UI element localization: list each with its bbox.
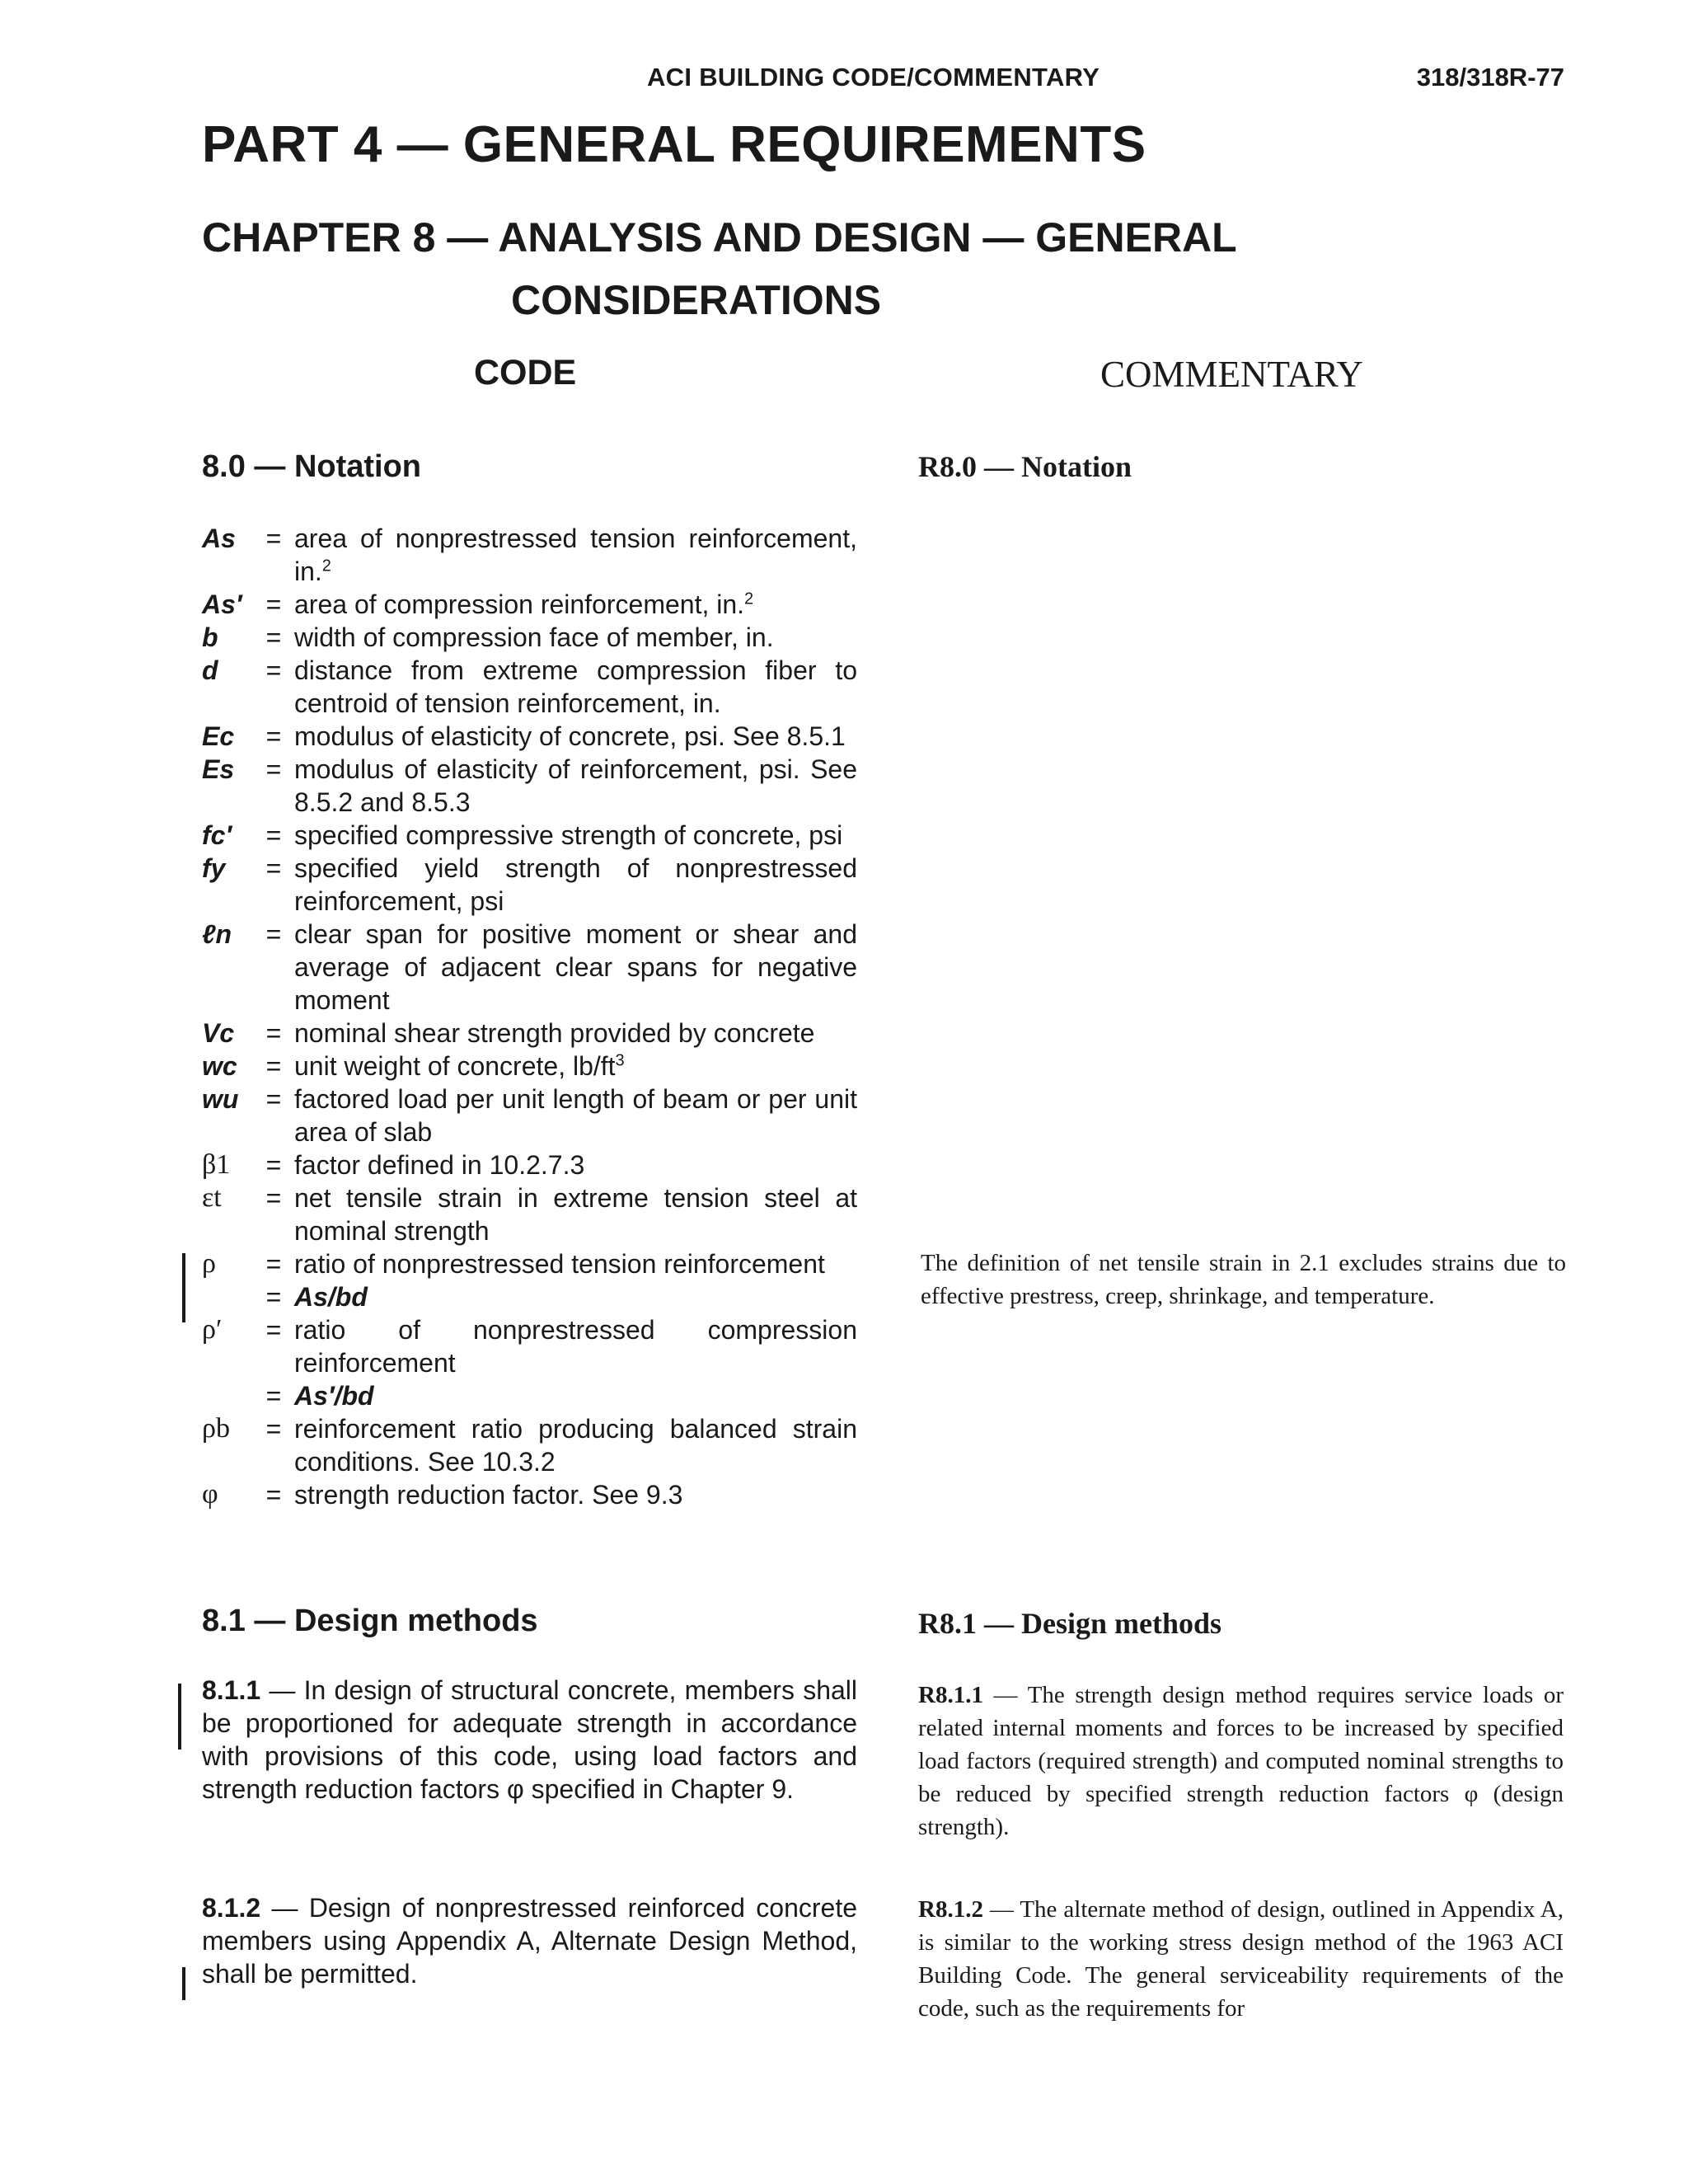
paragraph-text: — The alternate method of design, outlined in Appendix A, is similar to the working stress design method of the 1963 ACI Building Code. The general serviceability requirements of the code, such as the requirements for	[918, 1896, 1564, 2022]
notation-definition-text: area of nonprestressed tension reinforcement, in.	[294, 524, 857, 586]
notation-symbol: d	[202, 655, 218, 685]
notation-definition-text: width of compression face of member, in.	[294, 622, 774, 652]
notation-row	[202, 1379, 857, 1412]
notation-definition-text: reinforcement ratio producing balanced strain conditions. See 10.3.2	[294, 1414, 857, 1477]
notation-row	[202, 1280, 857, 1313]
notation-symbol	[202, 1280, 253, 1313]
notation-symbol: As	[202, 524, 236, 553]
notation-definition-text: unit weight of concrete, lb/ft	[294, 1051, 616, 1081]
commentary-column-heading: COMMENTARY	[1100, 354, 1363, 395]
notation-row	[202, 1313, 857, 1379]
notation-symbol: fc′	[202, 820, 232, 850]
notation-symbol: ρ	[202, 1248, 216, 1279]
notation-definition	[294, 1313, 857, 1379]
notation-equals: =	[265, 919, 282, 949]
notation-equals: =	[265, 1381, 282, 1411]
notation-equals: =	[265, 820, 282, 850]
notation-row	[202, 1050, 857, 1083]
paragraph-number: R8.1.2	[918, 1896, 983, 1923]
notation-row	[202, 1247, 857, 1280]
notation-symbol: φ	[202, 1479, 218, 1510]
notation-equals: =	[265, 1150, 282, 1180]
notation-row	[202, 819, 857, 852]
notation-row	[202, 1148, 857, 1181]
notation-symbol: ρb	[202, 1413, 230, 1444]
notation-equals: =	[265, 1315, 282, 1345]
notation-definition	[294, 522, 857, 588]
paragraph-text: — The strength design method requires service loads or related internal moments and forces to be increased by specified load factors (required strength) and computed nominal strengths to be reduced by specified strength reduction factors φ (design strength).	[918, 1682, 1564, 1840]
change-bar	[182, 1253, 185, 1322]
running-head: ACI BUILDING CODE/COMMENTARY	[647, 63, 1100, 92]
superscript: 3	[615, 1051, 625, 1070]
change-bar	[182, 1967, 185, 2000]
notation-definition	[294, 1181, 857, 1247]
notation-commentary-text: The definition of net tensile strain in 2.1 excludes strains due to effective prestress, creep, shrinkage, and temperature.	[921, 1250, 1566, 1309]
notation-symbol: wc	[202, 1051, 237, 1081]
notation-equals: =	[265, 622, 282, 652]
notation-equals: =	[265, 589, 282, 619]
notation-definition-text: factor defined in 10.2.7.3	[294, 1150, 585, 1180]
notation-definition	[294, 1412, 857, 1478]
notation-commentary-heading: R8.0 — Notation	[918, 450, 1132, 483]
notation-equals: =	[265, 655, 282, 685]
notation-equals: =	[265, 1249, 282, 1279]
chapter-title-line1: CHAPTER 8 — ANALYSIS AND DESIGN — GENERAL	[202, 214, 1237, 261]
notation-equals: =	[265, 1414, 282, 1444]
design-methods-heading: 8.1 — Design methods	[202, 1604, 538, 1638]
notation-row	[202, 588, 857, 621]
notation-row	[202, 1181, 857, 1247]
notation-definition	[294, 852, 857, 918]
notation-definition-text: As/bd	[294, 1282, 368, 1312]
notation-row	[202, 720, 857, 753]
commentary-r8-1-2	[918, 1893, 1564, 2025]
notation-equals: =	[265, 1084, 282, 1114]
notation-symbol: wu	[202, 1084, 239, 1114]
notation-heading: 8.0 — Notation	[202, 449, 422, 484]
notation-definition-text: modulus of elasticity of reinforcement, psi. See 8.5.2 and 8.5.3	[294, 754, 857, 817]
notation-symbol: εt	[202, 1182, 222, 1213]
notation-symbol: β1	[202, 1149, 231, 1180]
notation-equals: =	[265, 1282, 282, 1312]
notation-definition	[294, 1148, 857, 1181]
notation-definition	[294, 588, 857, 621]
notation-symbol: b	[202, 622, 218, 652]
notation-equals: =	[265, 1480, 282, 1510]
notation-row	[202, 654, 857, 720]
paragraph-number: R8.1.1	[918, 1682, 983, 1708]
change-bar	[178, 1684, 181, 1750]
notation-definition	[294, 918, 857, 1017]
code-column-heading: CODE	[474, 353, 577, 392]
notation-definition	[294, 720, 857, 753]
notation-definition-text: area of compression reinforcement, in.	[294, 589, 745, 619]
notation-row	[202, 522, 857, 588]
notation-definition	[294, 621, 857, 654]
notation-definition-text: net tensile strain in extreme tension steel at nominal strength	[294, 1183, 857, 1246]
page-number: 318/318R-77	[1416, 63, 1564, 92]
notation-definition	[294, 1379, 857, 1412]
notation-definition-text: ratio of nonprestressed tension reinforcement	[294, 1249, 825, 1279]
notation-row	[202, 621, 857, 654]
notation-equals: =	[265, 721, 282, 751]
paragraph-8-1-1	[202, 1674, 857, 1806]
notation-row	[202, 1083, 857, 1148]
notation-definition	[294, 1050, 857, 1083]
notation-definition-text: nominal shear strength provided by concrete	[294, 1018, 815, 1048]
notation-definition-text: factored load per unit length of beam or per unit area of slab	[294, 1084, 857, 1147]
notation-definition-text: specified yield strength of nonprestressed reinforcement, psi	[294, 853, 857, 916]
notation-row	[202, 753, 857, 819]
superscript: 2	[321, 557, 331, 575]
notation-list	[202, 522, 857, 1511]
notation-definition	[294, 753, 857, 819]
paragraph-text: — Design of nonprestressed reinforced concrete members using Appendix A, Alternate Design Method, shall be permitted.	[202, 1893, 857, 1989]
notation-row	[202, 852, 857, 918]
notation-row	[202, 918, 857, 1017]
paragraph-number: 8.1.1	[202, 1675, 261, 1705]
notation-definition-text: ratio of nonprestressed compression reinforcement	[294, 1315, 857, 1378]
notation-definition	[294, 1083, 857, 1148]
paragraph-number: 8.1.2	[202, 1893, 261, 1923]
chapter-title-line2: CONSIDERATIONS	[511, 277, 882, 323]
superscript: 2	[744, 589, 754, 608]
notation-symbol: fy	[202, 853, 226, 883]
notation-definition	[294, 1280, 857, 1313]
notation-symbol: Ec	[202, 721, 235, 751]
commentary-r8-1-1	[918, 1679, 1564, 1843]
notation-row	[202, 1412, 857, 1478]
notation-equals: =	[265, 524, 282, 553]
notation-equals: =	[265, 853, 282, 883]
paragraph-text: — In design of structural concrete, members shall be proportioned for adequate strength in accordance with provisions of this code, using load factors and strength reduction factors φ specified in Chapter 9.	[202, 1675, 857, 1804]
notation-definition-text: specified compressive strength of concrete, psi	[294, 820, 843, 850]
notation-row	[202, 1017, 857, 1050]
notation-definition	[294, 1478, 857, 1511]
notation-symbol: ℓn	[202, 919, 232, 949]
notation-symbol: ρ′	[202, 1314, 223, 1345]
notation-definition-text: distance from extreme compression fiber to centroid of tension reinforcement, in.	[294, 655, 857, 718]
notation-definition-text: clear span for positive moment or shear and average of adjacent clear spans for negative moment	[294, 919, 857, 1015]
notation-symbol: Vc	[202, 1018, 235, 1048]
notation-symbol: Es	[202, 754, 235, 784]
notation-definition	[294, 819, 857, 852]
notation-row	[202, 1478, 857, 1511]
notation-equals: =	[265, 754, 282, 784]
notation-definition	[294, 1247, 857, 1280]
notation-symbol	[202, 1379, 253, 1412]
chapter-title	[202, 206, 1356, 331]
notation-equals: =	[265, 1051, 282, 1081]
design-methods-commentary-heading: R8.1 — Design methods	[918, 1607, 1222, 1640]
notation-definition	[294, 654, 857, 720]
notation-definition-text: As′/bd	[294, 1381, 374, 1411]
notation-definition-text: strength reduction factor. See 9.3	[294, 1480, 683, 1510]
notation-equals: =	[265, 1183, 282, 1213]
notation-equals: =	[265, 1018, 282, 1048]
notation-symbol: As′	[202, 589, 242, 619]
paragraph-8-1-2	[202, 1891, 857, 1990]
notation-definition-text: modulus of elasticity of concrete, psi. See 8.5.1	[294, 721, 846, 751]
part-title: PART 4 — GENERAL REQUIREMENTS	[202, 116, 1146, 173]
notation-definition	[294, 1017, 857, 1050]
